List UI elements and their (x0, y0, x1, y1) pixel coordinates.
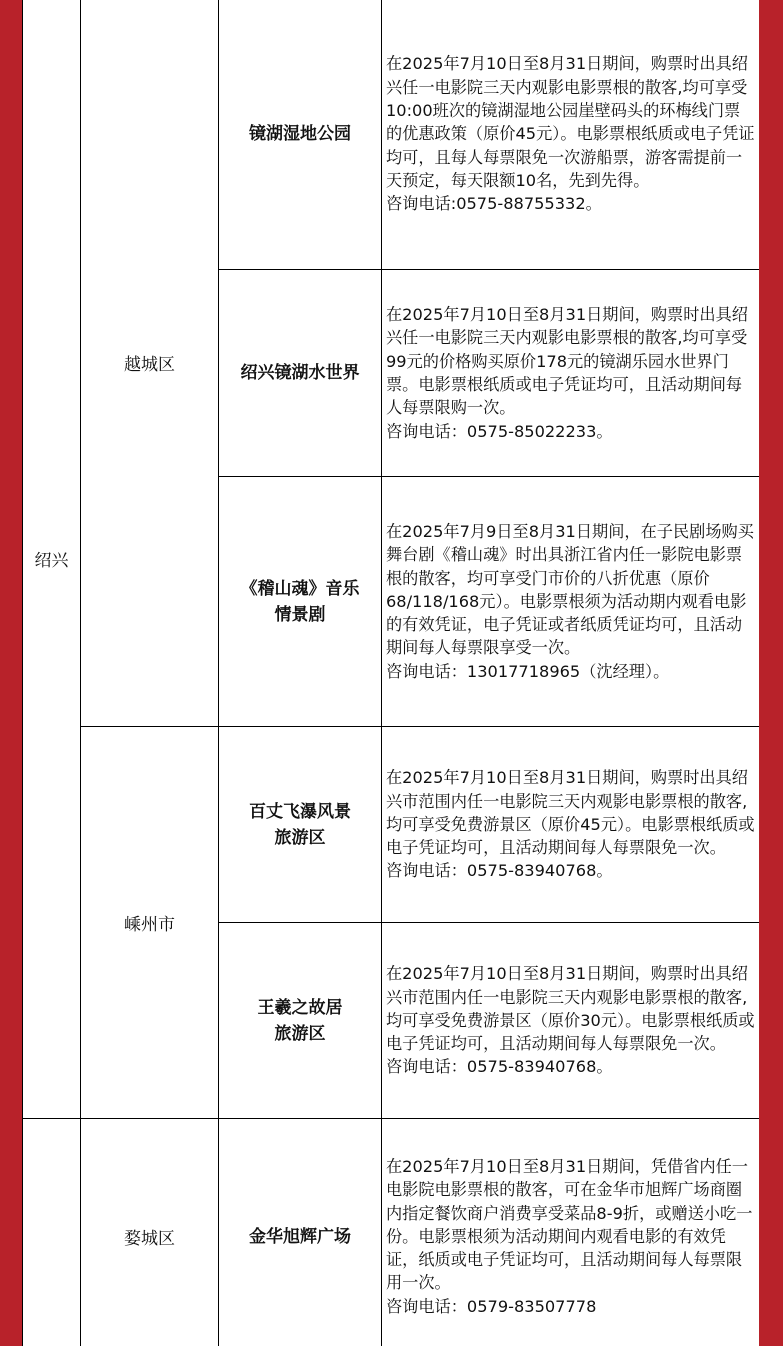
detail-description: 在2025年7月10日至8月31日期间，购票时出具绍兴任一电影院三天内观影电影票根的散客,均可享受10:00班次的镜湖湿地公园崖壁码头的环梅线门票的优惠政策（原价45元）。电影票根纸质或电子凭证均可，且每人每票限免一次游船票，游客需提前一天预定，每天限额10名，先到先得。 (386, 54, 755, 190)
detail-cell (382, 477, 760, 727)
detail-cell (382, 1119, 760, 1346)
contact-phone: 咨询电话：13017718965（沈经理）。 (386, 661, 670, 681)
detail-cell (382, 727, 760, 923)
contact-phone: 咨询电话:0575-88755332。 (386, 194, 602, 214)
contact-phone: 咨询电话：0579-83507778 (386, 1296, 597, 1316)
city-cell: 绍兴 (23, 0, 81, 1119)
venue-cell (219, 477, 382, 727)
venue-name-line: 旅游区 (274, 1023, 326, 1044)
venue-name-line: 绍兴镜湖水世界 (240, 363, 360, 383)
venue-cell (219, 727, 382, 923)
table-row (23, 727, 760, 923)
detail-description: 在2025年7月9日至8月31日期间，在子民剧场购买舞台剧《稽山魂》时出具浙江省内任一影院电影票根的散客，均可享受门市价的八折优惠（原价68/118/168元）。电影票根须为活动期内观看电影的有效凭证，电子凭证或者纸质凭证均可，且活动期间每人每票限享受一次。 (386, 521, 754, 658)
detail-description: 在2025年7月10日至8月31日期间，购票时出具绍兴市范围内任一电影院三天内观影电影票根的散客,均可享受免费游景区（原价45元）。电影票根纸质或电子凭证均可，且活动期间每人每票限免一次。 (386, 768, 755, 858)
venue-cell (219, 0, 382, 270)
venue-name-line: 王羲之故居 (257, 997, 343, 1018)
detail-cell (382, 270, 760, 477)
detail-description: 在2025年7月10日至8月31日期间，购票时出具绍兴任一电影院三天内观影电影票根的散客,均可享受99元的价格购买原价178元的镜湖乐园水世界门票。电影票根纸质或电子凭证均可，且活动期间每人每票限购一次。 (386, 305, 748, 418)
table-row (23, 0, 760, 270)
contact-phone: 咨询电话：0575-85022233。 (386, 421, 613, 441)
city-cell (23, 1119, 81, 1346)
detail-cell (382, 923, 760, 1119)
venue-name-line: 金华旭辉广场 (249, 1226, 351, 1247)
venue-name-line: 《稽山魂》音乐 (240, 578, 360, 599)
detail-description: 在2025年7月10日至8月31日期间，凭借省内任一电影院电影票根的散客，可在金华市旭辉广场商圈内指定餐饮商户消费享受菜品8-9折，或赠送小吃一份。电影票根须为活动期间内观看电影的有效凭证，纸质或电子凭证均可，且活动期间每人每票限用一次。 (386, 1156, 753, 1293)
venue-name-line: 情景剧 (274, 604, 326, 625)
promotion-table (22, 0, 759, 1346)
venue-name-line: 镜湖湿地公园 (249, 124, 351, 144)
detail-description: 在2025年7月10日至8月31日期间，购票时出具绍兴市范围内任一电影院三天内观影电影票根的散客,均可享受免费游景区（原价30元）。电影票根纸质或电子凭证均可，且活动期间每人每票限免一次。 (386, 964, 755, 1054)
venue-cell (219, 1119, 382, 1346)
contact-phone: 咨询电话：0575-83940768。 (386, 1057, 613, 1077)
contact-phone: 咨询电话：0575-83940768。 (386, 861, 613, 881)
venue-cell (219, 270, 382, 477)
venue-name-line: 百丈飞瀑风景 (249, 801, 351, 822)
venue-cell (219, 923, 382, 1119)
district-cell: 越城区 (81, 0, 219, 727)
promotion-table-page (22, 0, 759, 1346)
table-row (23, 1119, 760, 1346)
venue-name-line: 旅游区 (274, 827, 326, 848)
detail-cell (382, 0, 760, 270)
district-cell: 婺城区 (81, 1119, 219, 1346)
district-cell: 嵊州市 (81, 727, 219, 1119)
